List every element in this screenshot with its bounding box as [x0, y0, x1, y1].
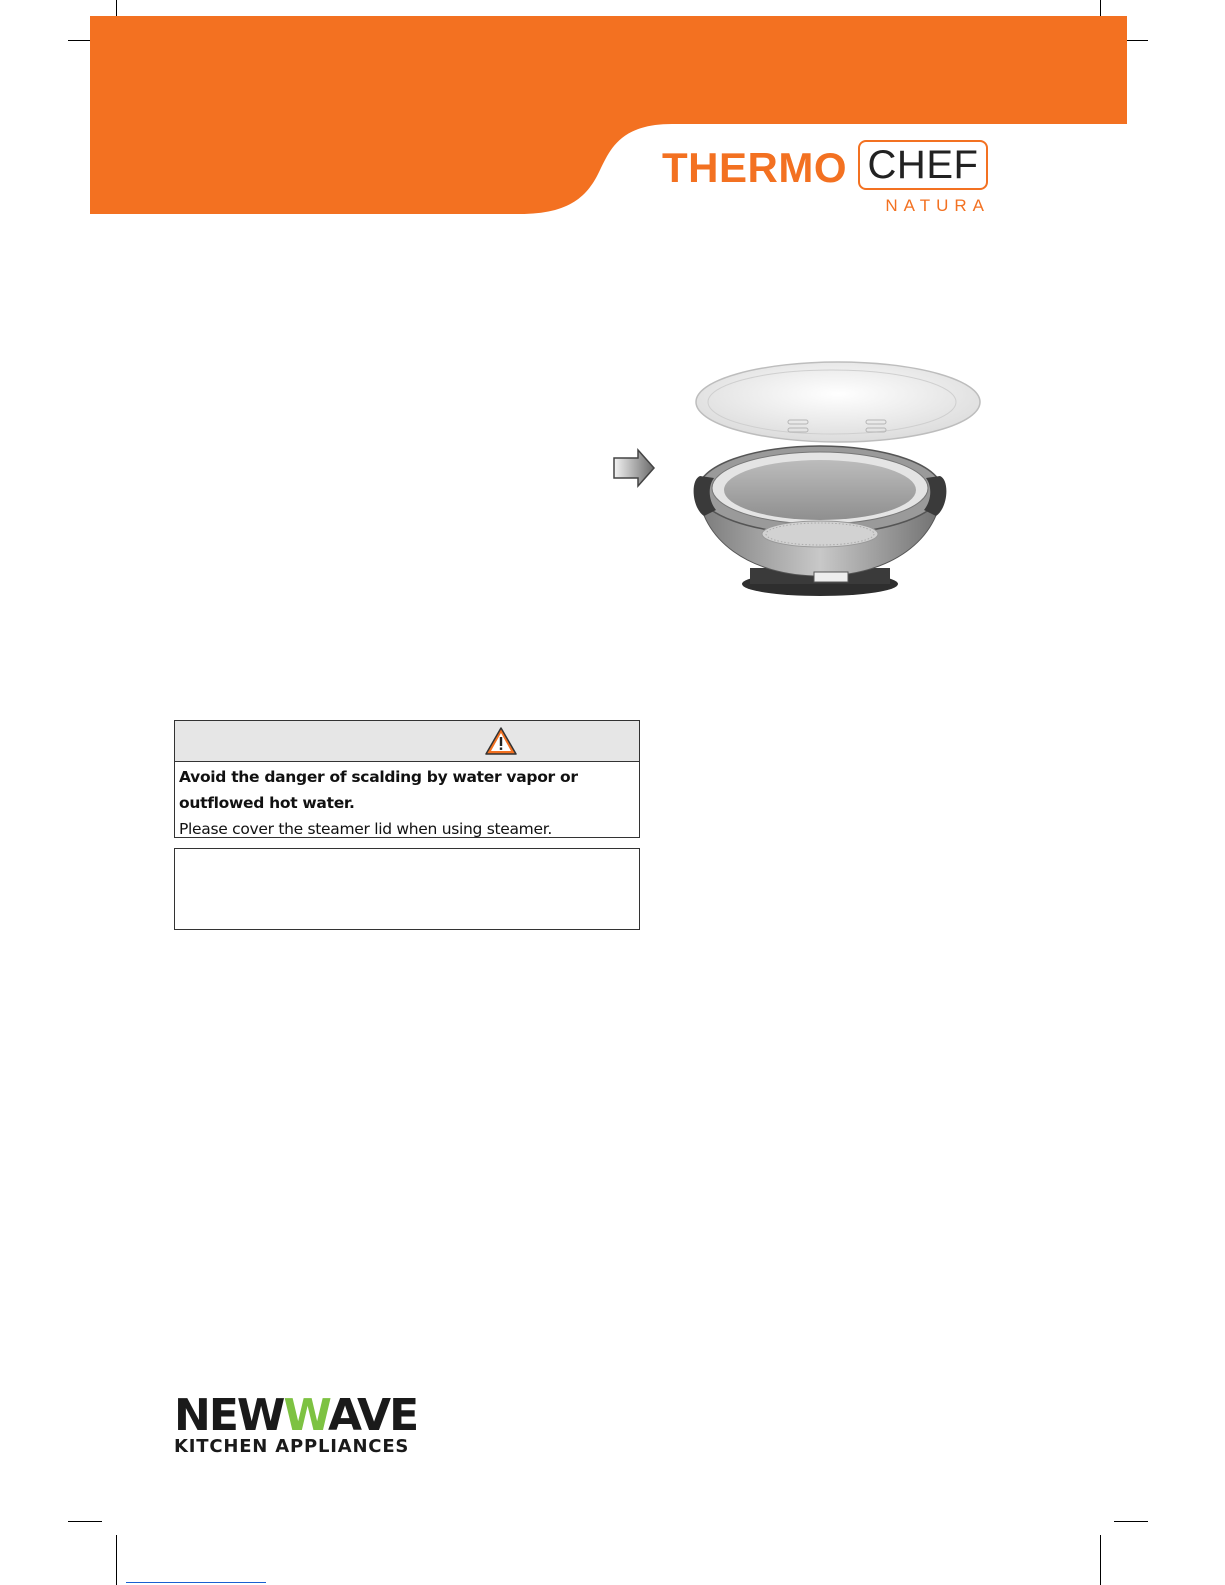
steamer-icon: [694, 362, 980, 596]
header-band: [0, 0, 1225, 220]
warning-header: [175, 721, 639, 762]
warning-instruction: Please cover the steamer lid when using steamer.: [179, 820, 552, 838]
crop-mark: [116, 1535, 117, 1585]
crop-mark: [1100, 1535, 1101, 1585]
warning-text: [175, 762, 639, 842]
warning-bold-line-1: Avoid the danger of scalding by water vapor or: [179, 768, 578, 786]
crop-mark: [1114, 1521, 1148, 1522]
warning-box: [174, 720, 640, 838]
warning-bold-line-2: outflowed hot water.: [179, 794, 355, 812]
brand-logo-chef: CHEF: [867, 143, 979, 187]
bottom-link-underline: [126, 1582, 266, 1583]
brand-logo-natura: NATURA: [885, 196, 990, 215]
newwave-logo-w: W: [283, 1390, 328, 1441]
brand-logo-thermo: THERMO: [662, 144, 847, 191]
steamer-illustration: [600, 340, 1000, 610]
newwave-logo: [174, 1392, 417, 1440]
right-arrow-icon: [614, 450, 654, 486]
note-box: [174, 848, 640, 930]
newwave-logo-new: NEW: [174, 1390, 284, 1441]
crop-mark: [68, 1521, 102, 1522]
brand-logo-chef-box: [858, 140, 988, 190]
newwave-tagline: KITCHEN APPLIANCES: [174, 1436, 410, 1457]
warning-triangle-icon: [483, 725, 519, 757]
newwave-logo-ave: AVE: [327, 1390, 418, 1441]
